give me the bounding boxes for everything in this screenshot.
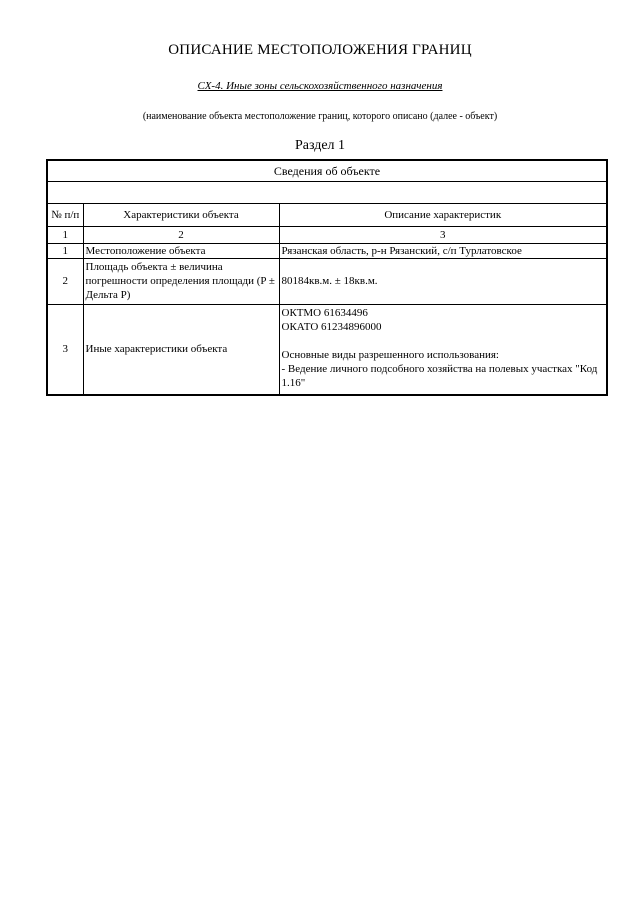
object-name-note: (наименование объекта местоположение границ, которого описано (далее - объект): [142, 111, 498, 122]
header-characteristic: Характеристики объекта: [83, 203, 279, 226]
object-info-table: [46, 159, 608, 396]
table-row: [47, 258, 607, 304]
table-row: [47, 304, 607, 395]
column-number-1: 1: [47, 226, 83, 243]
document-title: ОПИСАНИЕ МЕСТОПОЛОЖЕНИЯ ГРАНИЦ: [168, 42, 472, 58]
row-description: 80184кв.м. ± 18кв.м.: [279, 258, 607, 304]
table-caption: Сведения об объекте: [47, 160, 607, 181]
row-number: 1: [47, 243, 83, 258]
section-title: Раздел 1: [294, 138, 346, 153]
table-header-row: [47, 203, 607, 226]
table-empty-row: [47, 181, 607, 203]
column-number-3: 3: [279, 226, 607, 243]
empty-cell: [47, 181, 607, 203]
table-caption-row: [47, 160, 607, 181]
row-number: 2: [47, 258, 83, 304]
row-characteristic: Местоположение объекта: [83, 243, 279, 258]
object-name: СХ-4. Иные зоны сельскохозяйственного назначения: [197, 80, 443, 92]
row-description: Рязанская область, р-н Рязанский, с/п Турлатовское: [279, 243, 607, 258]
header-number: № п/п: [47, 203, 83, 226]
row-characteristic: Площадь объекта ± величина погрешности определения площади (P ± Дельта P): [83, 258, 279, 304]
row-number: 3: [47, 304, 83, 395]
row-characteristic: Иные характеристики объекта: [83, 304, 279, 395]
column-number-2: 2: [83, 226, 279, 243]
column-numbers-row: [47, 226, 607, 243]
header-description: Описание характеристик: [279, 203, 607, 226]
row-description: ОКТМО 61634496 ОКАТО 61234896000 Основные виды разрешенного использования: - Ведение личного подсобного хозяйства на полевых участках "Код 1.16": [279, 304, 607, 395]
table-row: [47, 243, 607, 258]
